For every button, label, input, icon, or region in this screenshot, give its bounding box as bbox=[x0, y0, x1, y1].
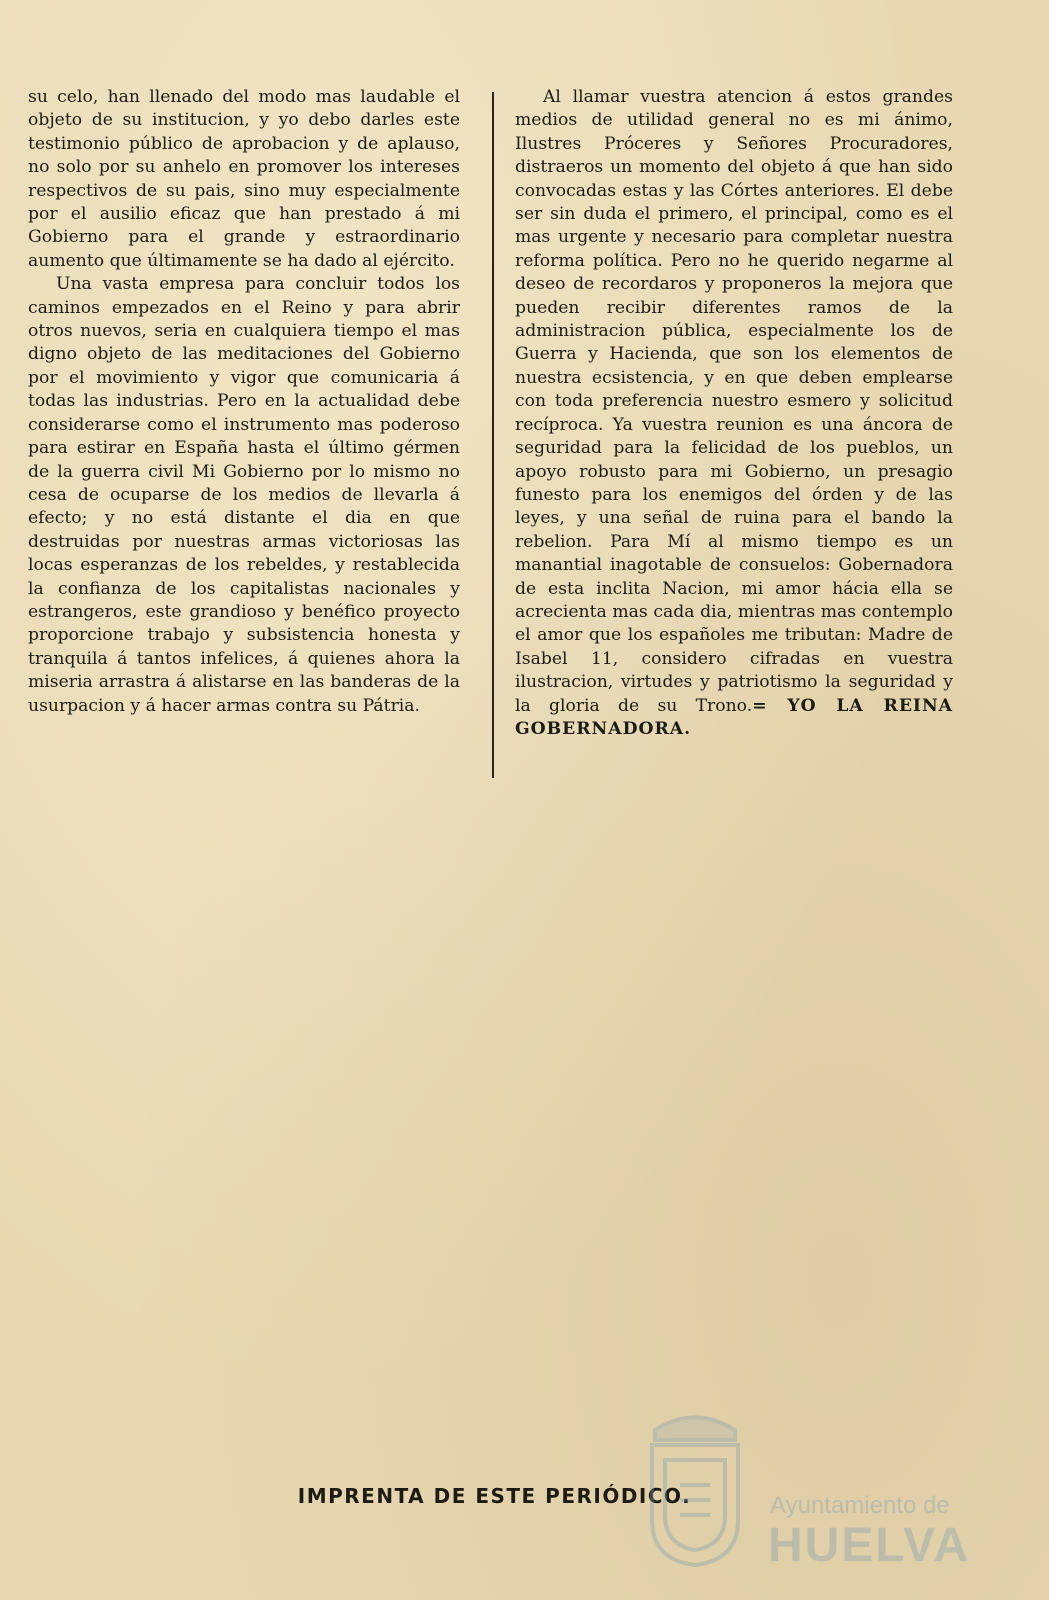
right-column bbox=[515, 86, 953, 741]
left-column bbox=[28, 86, 460, 718]
crest-icon bbox=[640, 1400, 750, 1570]
paragraph-text: Al llamar vuestra atencion á estos grandes medios de utilidad general no es mi ánimo, Ilustres Próceres y Señores Procuradores, distraeros un momento del objeto á que han sido convocadas estas y las Córtes anteriores. El debe ser sin duda el primero, el principal, como es el mas urgente y necesario para completar nuestra reforma política. Pero no he querido negarme al deseo de recordaros y proponeros la mejora que pueden recibir diferentes ramos de la administracion pública, especialmente los de Guerra y Hacienda, que son los elementos de nuestra ecsistencia, y en que deben emplearse con toda preferencia nuestro esmero y solicitud recíproca. Ya vuestra reunion es una áncora de seguridad para la felicidad de los pueblos, un apoyo robusto para mi Gobierno, un presagio funesto para los enemigos del órden y de las leyes, y una señal de ruina para el bando la rebelion. Para Mí al mismo tiempo es un manantial inagotable de consuelos: Gobernadora de esta inclita Nacion, mi amor hácia ella se acrecienta mas cada dia, mientras mas contemplo el amor que los españoles me tributan: Madre de Isabel 11, considero cifradas en vuestra ilustracion, virtudes y patriotismo la seguridad y la gloria de su Trono. bbox=[515, 87, 953, 716]
column-divider bbox=[492, 92, 494, 778]
printer-imprint: IMPRENTA DE ESTE PERIÓDICO. bbox=[297, 1484, 692, 1508]
royal-signature: = YO LA REINA GOBERNADORA. bbox=[515, 695, 954, 739]
paragraph bbox=[515, 86, 953, 741]
watermark-line-2: HUELVA bbox=[768, 1519, 971, 1572]
archive-watermark bbox=[640, 1400, 980, 1570]
watermark-line-1: Ayuntamiento de bbox=[770, 1492, 950, 1519]
paragraph: su celo, han llenado del modo mas laudable el objeto de su institucion, y yo debo darles este testimonio público de aprobacion y de aplauso, no solo por su anhelo en promover los intereses respectivos de su pais, sino muy especialmente por el ausilio eficaz que han prestado á mi Gobierno para el grande y estraordinario aumento que últimamente se ha dado al ejército. bbox=[28, 87, 460, 271]
paragraph: Una vasta empresa para concluir todos los caminos empezados en el Reino y para abrir otros nuevos, seria en cualquiera tiempo el mas digno objeto de las meditaciones del Gobierno por el movimiento y vigor que comunicaria á todas las industrias. Pero en la actualidad debe considerarse como el instrumento mas poderoso para estirar en España hasta el último gérmen de la guerra civil Mi Gobierno por lo mismo no cesa de ocuparse de los medios de llevarla á efecto; y no está distante el dia en que destruidas por nuestras armas victoriosas las locas esperanzas de los rebeldes, y restablecida la confianza de los capitalistas nacionales y estrangeros, este grandioso y benéfico proyecto proporcione trabajo y subsistencia honesta y tranquila á tantos infelices, á quienes ahora la miseria arrastra á alistarse en las banderas de la usurpacion y á hacer armas contra su Pátria. bbox=[28, 274, 460, 716]
